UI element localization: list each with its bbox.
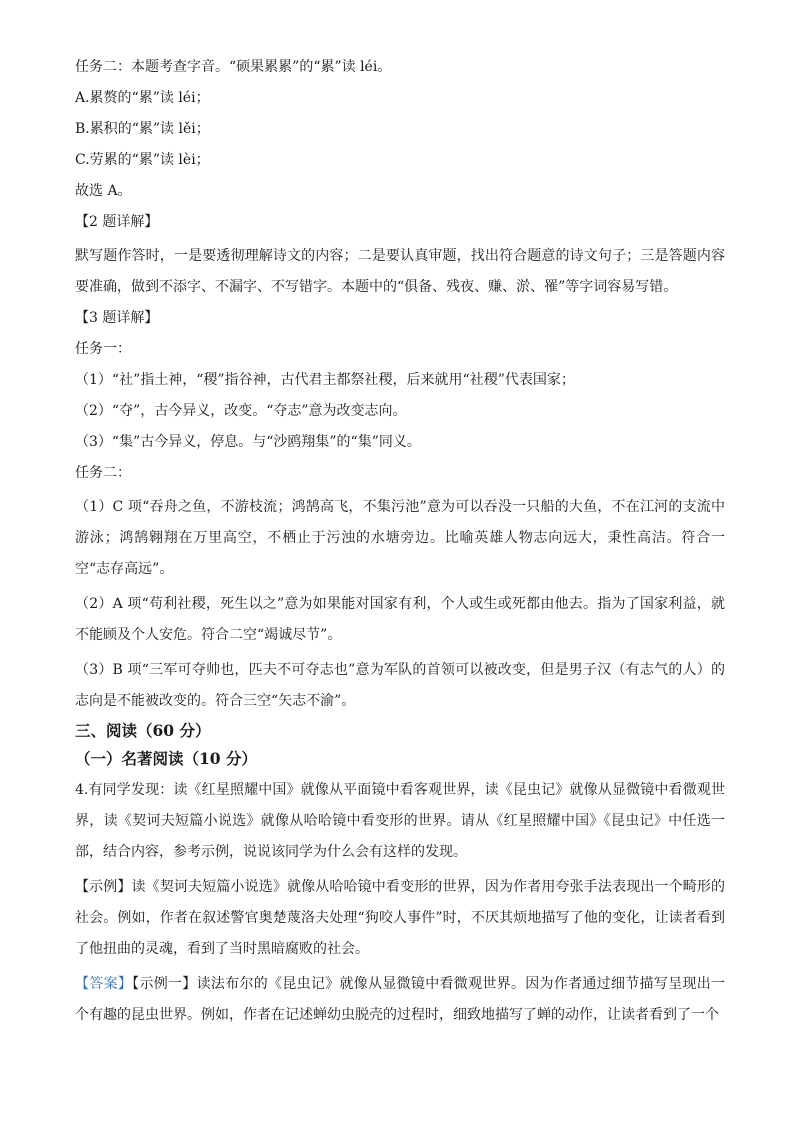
example-paragraph: 【示例】读《契诃夫短篇小说选》就像从哈哈镜中看变形的世界，因为作者用夸张手法表现出一个畸形的社会。例如，作者在叙述警官奥楚蔑洛夫处理“狗咬人事件”时，不厌其烦地描写了他的变化，让读者看到了他扭曲的灵魂，看到了当时黑暗腐败的社会。 [75,879,725,957]
task-two-label: 任务二： [75,465,131,481]
choice-answer: 故选 A。 [75,183,132,199]
answer-text: 【示例一】读法布尔的《昆虫记》就像从显微镜中看微观世界。因为作者通过细节描写呈现出一个有趣的昆虫世界。例如，作者在记述蝉幼虫脱壳的过程时，细致地描写了蝉的动作，让读者看到了一个 [75,976,725,1023]
document-page [75,58,725,1031]
question-4: 4.有同学发现：读《红星照耀中国》就像从平面镜中看客观世界，读《昆虫记》就像从显微镜中看微观世界，读《契诃夫短篇小说选》就像从哈哈镜中看变形的世界。请从《红星照耀中国》《昆虫记》中任选一部，结合内容，参考示例，说说该同学为什么会有这样的发现。 [75,782,725,860]
task-one-item-2: （2）“夺”，古今异义，改变。“夺志”意为改变志向。 [75,403,407,419]
option-b: B.累积的“累”读 lěi； [75,121,210,137]
task-two-item-2: （2）A 项“苟利社稷，死生以之”意为如果能对国家有利，个人或生或死都由他去。指为了国家利益，就不能顾及个人安危。符合二空“竭诚尽节”。 [75,596,725,643]
option-c: C.劳累的“累”读 lèi； [75,152,210,168]
subsection-heading-classics: （一）名著阅读（10 分） [75,749,257,768]
section-tag-q3: 【3 题详解】 [75,310,159,326]
answer-paragraph [75,969,725,1031]
task-one-item-3: （3）“集”古今异义，停息。与“沙鸥翔集”的“集”同义。 [75,434,421,450]
task-two-item-1: （1）C 项“吞舟之鱼，不游枝流；鸿鹄高飞，不集污池”意为可以吞没一只船的大鱼，不在江河的支流中游泳；鸿鹄翱翔在万里高空，不栖止于污浊的水塘旁边。比喻英雄人物志向远大，秉性高洁。符合一空“志存高远”。 [75,499,725,577]
option-a: A.累赘的“累”读 léi； [75,90,210,106]
task-one-label: 任务一： [75,341,131,357]
text-line: 任务二：本题考查字音。“硕果累累”的“累”读 léi。 [75,59,392,75]
answer-tag: 【答案】 [75,976,133,992]
section-heading-reading: 三、阅读（60 分） [75,721,211,740]
q2-explanation: 默写题作答时，一是要透彻理解诗文的内容；二是要认真审题，找出符合题意的诗文句子；三是答题内容要准确，做到不添字、不漏字、不写错字。本题中的“俱备、残夜、赚、淤、罹”等字词容易写错。 [75,248,725,295]
section-tag-q2: 【2 题详解】 [75,214,159,230]
task-two-item-3: （3）B 项“三军可夺帅也，匹夫不可夺志也”意为军队的首领可以被改变，但是男子汉（有志气的人）的志向是不能被改变的。符合三空“矢志不渝”。 [75,662,725,709]
task-one-item-1: （1）“社”指土神，“稷”指谷神，古代君主都祭社稷，后来就用“社稷”代表国家； [75,372,575,388]
